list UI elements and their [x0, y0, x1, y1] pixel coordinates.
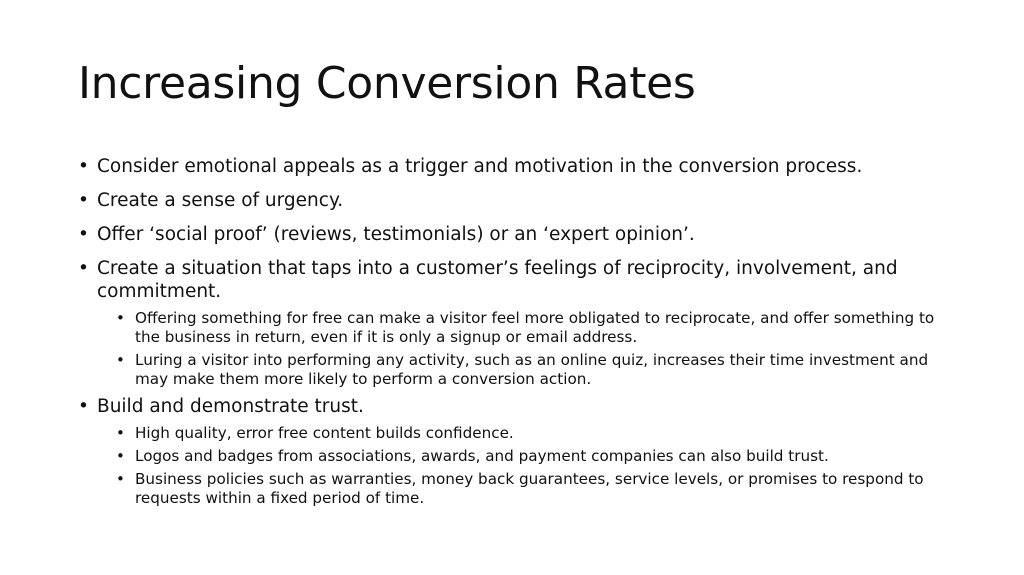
bullet-item	[78, 395, 958, 508]
bullet-icon: •	[78, 156, 89, 177]
sub-bullet-item	[116, 424, 958, 443]
sub-bullet-icon: •	[116, 351, 125, 369]
bullet-item	[78, 257, 958, 389]
sub-bullet-item	[116, 447, 958, 466]
sub-bullet-icon: •	[116, 470, 125, 488]
sub-bullet-item	[116, 470, 958, 508]
bullet-text: Consider emotional appeals as a trigger and motivation in the conversion process.	[97, 156, 863, 177]
sub-bullet-text: Business policies such as warranties, money back guarantees, service levels, or promises to respond to requests within a fixed period of time.	[135, 470, 924, 507]
bullet-item	[78, 189, 958, 212]
bullet-item	[78, 155, 958, 178]
bullet-text: Create a sense of urgency.	[97, 190, 344, 211]
bullet-icon: •	[78, 396, 89, 417]
sub-bullet-list	[97, 309, 958, 389]
bullet-item	[78, 223, 958, 246]
sub-bullet-icon: •	[116, 424, 125, 442]
sub-bullet-text: Luring a visitor into performing any activity, such as an online quiz, increases their time investment and may make them more likely to perform a conversion action.	[135, 351, 929, 388]
slide-content	[78, 155, 958, 514]
bullet-text: Create a situation that taps into a customer’s feelings of reciprocity, involvement, and commitment.	[97, 258, 898, 302]
bullet-icon: •	[78, 190, 89, 211]
bullet-text: Offer ‘social proof’ (reviews, testimonials) or an ‘expert opinion’.	[97, 224, 695, 245]
slide-title: Increasing Conversion Rates	[78, 58, 696, 109]
sub-bullet-item	[116, 309, 958, 347]
sub-bullet-text: High quality, error free content builds confidence.	[135, 424, 514, 442]
sub-bullet-icon: •	[116, 309, 125, 327]
sub-bullet-list	[97, 424, 958, 508]
sub-bullet-item	[116, 351, 958, 389]
bullet-icon: •	[78, 224, 89, 245]
bullet-icon: •	[78, 258, 89, 279]
sub-bullet-text: Logos and badges from associations, awards, and payment companies can also build trust.	[135, 447, 829, 465]
bullet-text: Build and demonstrate trust.	[97, 396, 364, 417]
bullet-list	[78, 155, 958, 508]
sub-bullet-text: Offering something for free can make a visitor feel more obligated to reciprocate, and offer something to the business in return, even if it is only a signup or email address.	[135, 309, 935, 346]
sub-bullet-icon: •	[116, 447, 125, 465]
